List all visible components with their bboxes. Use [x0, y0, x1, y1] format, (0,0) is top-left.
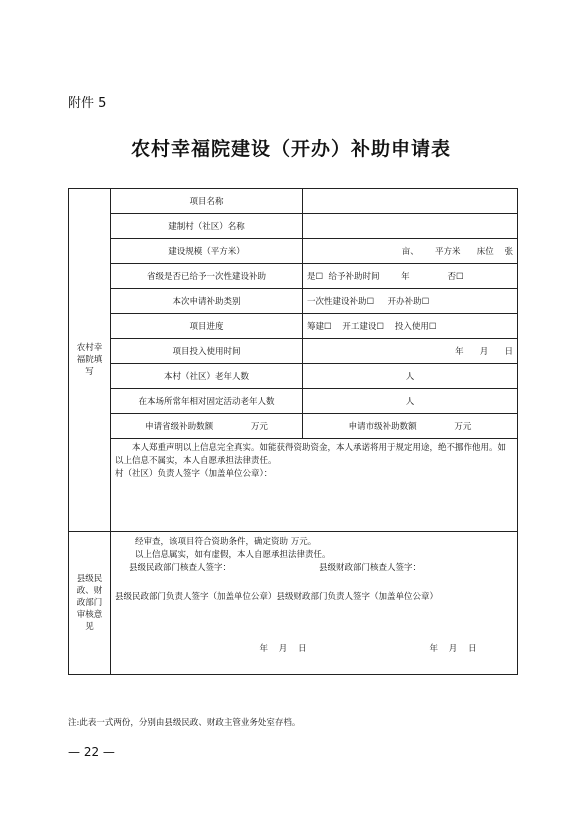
declaration-cell[interactable]: [111, 439, 518, 532]
table-row: [69, 189, 518, 214]
table-row: [69, 264, 518, 289]
section-label-village: 农村幸福院填写: [69, 189, 111, 532]
city-subsidy-field[interactable]: 申请市级补助数额 万元: [303, 414, 518, 439]
row-label: 本次申请补助类别: [111, 289, 303, 314]
civil-checker-signature: 县级民政部门核查人签字：: [129, 563, 232, 573]
row-value[interactable]: [303, 189, 518, 214]
finance-checker-signature: 县级财政部门核查人签字：: [319, 563, 422, 573]
table-row: [69, 314, 518, 339]
application-form-table: [68, 188, 518, 675]
civil-head-signature: 县级民政部门负责人签字（加盖单位公章）: [115, 592, 277, 602]
declaration-row: [69, 439, 518, 532]
review-cell[interactable]: [111, 532, 518, 675]
table-row: [69, 289, 518, 314]
review-row: [69, 532, 518, 675]
table-row: [69, 364, 518, 389]
row-value[interactable]: 人: [303, 389, 518, 414]
table-row: [69, 339, 518, 364]
finance-head-signature: 县级财政部门负责人签字（加盖单位公章）: [276, 592, 439, 602]
attachment-label: 附件 5: [68, 96, 107, 111]
table-row: [69, 389, 518, 414]
page-number: — 22 —: [68, 745, 115, 759]
row-label: 建设规模（平方米）: [111, 239, 303, 264]
row-value[interactable]: 是☐ 给予补助时间 年 否☐: [303, 264, 518, 289]
row-value[interactable]: 年 月 日: [303, 339, 518, 364]
civil-date: 年 月 日: [259, 644, 307, 654]
row-value[interactable]: 人: [303, 364, 518, 389]
table-row: [69, 214, 518, 239]
row-value[interactable]: [303, 214, 518, 239]
subsidy-row: [69, 414, 518, 439]
page-title: 农村幸福院建设（开办）补助申请表: [130, 138, 451, 160]
review-approval-text: 经审查，该项目符合资助条件，确定资助 万元。: [135, 537, 317, 547]
row-label: 在本场所常年相对固定活动老年人数: [111, 389, 303, 414]
province-subsidy-field[interactable]: 申请省级补助数额 万元: [111, 414, 303, 439]
declaration-text: 本人郑重声明以上信息完全真实。如能获得资助资金，本人承诺将用于规定用途，绝不挪作他用。如以上信息不属实，本人自愿承担法律责任。: [115, 443, 507, 466]
finance-date: 年 月 日: [429, 644, 477, 654]
row-value[interactable]: 亩、 平方米 床位 张: [303, 239, 518, 264]
row-value[interactable]: 筹建☐ 开工建设☐ 投入使用☐: [303, 314, 518, 339]
row-label: 项目进度: [111, 314, 303, 339]
section-label-county: 县级民政、财政部门审核意见: [69, 532, 111, 675]
footnote: 注:此表一式两份，分别由县级民政、财政主管业务处室存档。: [68, 718, 301, 728]
row-label: 项目名称: [111, 189, 303, 214]
village-head-signature: 村（社区）负责人签字（加盖单位公章）：: [115, 469, 273, 479]
row-value[interactable]: 一次性建设补助☐ 开办补助☐: [303, 289, 518, 314]
row-label: 省级是否已给予一次性建设补助: [111, 264, 303, 289]
row-label: 本村（社区）老年人数: [111, 364, 303, 389]
table-row: [69, 239, 518, 264]
review-liability-text: 以上信息属实，如有虚假，本人自愿承担法律责任。: [135, 550, 331, 560]
row-label: 项目投入使用时间: [111, 339, 303, 364]
row-label: 建制村（社区）名称: [111, 214, 303, 239]
